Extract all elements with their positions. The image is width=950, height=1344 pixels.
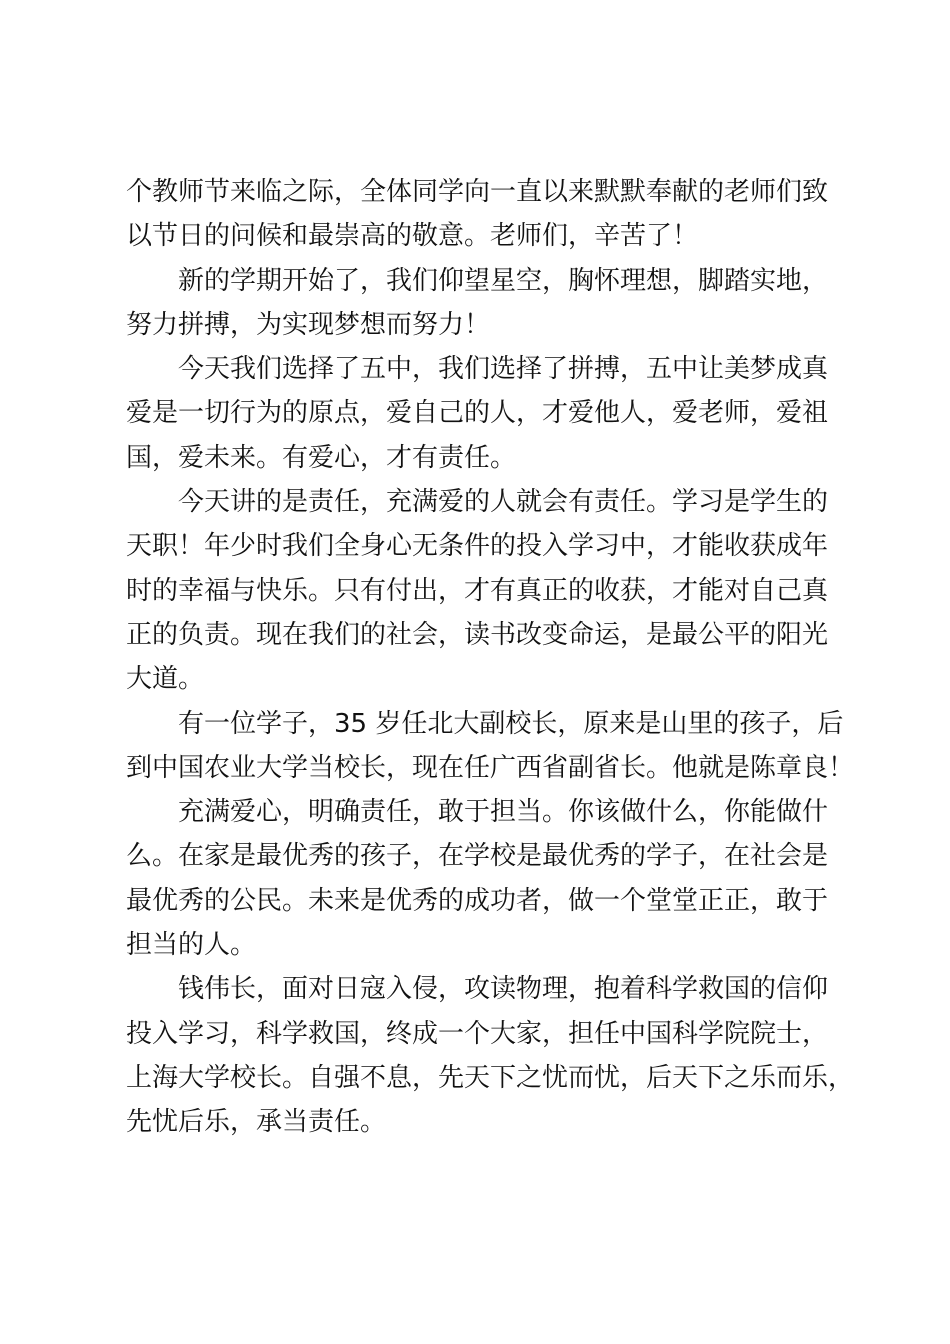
text-line: 天职！年少时我们全身心无条件的投入学习中，才能收获成年 bbox=[126, 531, 829, 562]
text-line: 新的学期开始了，我们仰望星空，胸怀理想，脚踏实地， bbox=[178, 265, 829, 296]
document-body bbox=[126, 170, 856, 1145]
text-line: 上海大学校长。自强不息，先天下之忧而忧，后天下之乐而乐， bbox=[126, 1062, 855, 1093]
paragraph bbox=[126, 967, 856, 1144]
text-line: 先忧后乐，承当责任。 bbox=[126, 1107, 387, 1138]
text-line: 时的幸福与快乐。只有付出，才有真正的收获，才能对自己真 bbox=[126, 575, 829, 606]
text-line: 到中国农业大学当校长，现在任广西省副省长。他就是陈章良！ bbox=[126, 752, 855, 783]
text-line: 大道。 bbox=[126, 664, 205, 695]
text-line: 个教师节来临之际，全体同学向一直以来默默奉献的老师们致 bbox=[126, 177, 829, 207]
text-line: 么。在家是最优秀的孩子，在学校是最优秀的学子，在社会是 bbox=[126, 841, 829, 872]
text-line: 爱是一切行为的原点，爱自己的人，才爱他人，爱老师，爱祖 bbox=[126, 398, 829, 429]
text-line: 努力拼搏，为实现梦想而努力！ bbox=[126, 309, 491, 340]
text-line: 以节日的问候和最崇高的敬意。老师们，辛苦了！ bbox=[126, 221, 699, 252]
paragraph bbox=[126, 170, 856, 259]
text-line: 正的负责。现在我们的社会，读书改变命运，是最公平的阳光 bbox=[126, 619, 829, 650]
paragraph bbox=[126, 790, 856, 967]
text-line: 担当的人。 bbox=[126, 930, 257, 961]
text-line: 最优秀的公民。未来是优秀的成功者，做一个堂堂正正，敢于 bbox=[126, 885, 829, 916]
text-line: 国，爱未来。有爱心，才有责任。 bbox=[126, 442, 517, 473]
paragraph bbox=[126, 259, 856, 348]
text-line: 今天讲的是责任，充满爱的人就会有责任。学习是学生的 bbox=[178, 487, 829, 518]
text-line: 有一位学子，35 岁任北大副校长，原来是山里的孩子，后 bbox=[178, 708, 844, 739]
text-line: 投入学习，科学救国，终成一个大家，担任中国科学院院士， bbox=[126, 1018, 829, 1049]
paragraph bbox=[126, 702, 856, 791]
paragraph bbox=[126, 480, 856, 701]
text-line: 充满爱心，明确责任，敢于担当。你该做什么，你能做什 bbox=[178, 797, 829, 828]
paragraph bbox=[126, 347, 856, 480]
text-line: 今天我们选择了五中，我们选择了拼搏，五中让美梦成真 bbox=[178, 354, 829, 385]
text-line: 钱伟长，面对日寇入侵，攻读物理，抱着科学救国的信仰 bbox=[178, 974, 829, 1005]
